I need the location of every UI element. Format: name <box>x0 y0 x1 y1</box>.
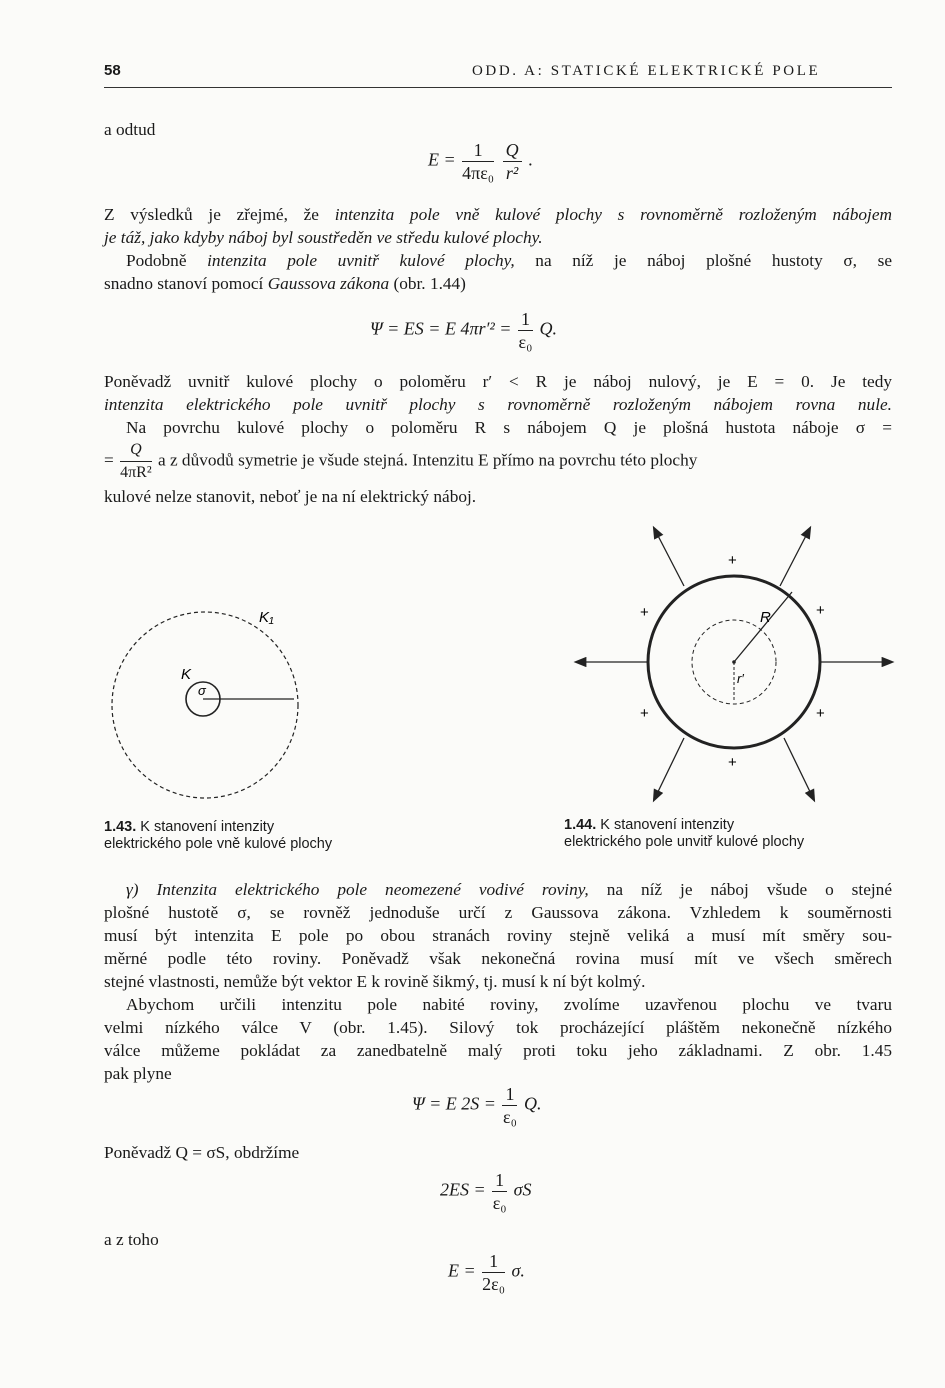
fig143-label-K1: K₁ <box>259 609 274 626</box>
equation-3 <box>412 1084 541 1127</box>
figure-1-43 <box>95 595 315 805</box>
fig144-caption-line-2: elektrického pole unvitř kulové plochy <box>564 834 805 850</box>
eq4-lhs: 2ES = <box>440 1179 486 1200</box>
eq3-tail: Q. <box>523 1093 542 1114</box>
p5-fraction: $\frac{Q}{\text{4πR²}}$ <box>120 441 152 481</box>
fig144-plus-lower-right: + <box>816 705 825 722</box>
fig144-plus-bottom: + <box>728 754 737 771</box>
fig144-plus-top: + <box>728 552 737 569</box>
eq1-fraction-1: $\frac{1}{\text{4πε₀}}$ <box>462 140 495 183</box>
eq3-lhs: Ψ = E 2S = <box>412 1093 496 1114</box>
fig144-arrow-up-left <box>654 528 684 586</box>
fig143-outer-dashed-circle <box>112 612 298 798</box>
equation-1 <box>428 140 533 183</box>
fig144-radius-R <box>734 592 792 662</box>
fig144-plus-lower-left: + <box>640 705 649 722</box>
paragraph-8: Poněvadž Q = σS, obdržíme <box>104 1143 300 1162</box>
eq5-tail: σ. <box>511 1260 525 1281</box>
paragraph-6-line-3: musí být intenzita E pole po obou stranách roviny stejně veliká a musí mít směry sou- <box>104 926 892 945</box>
paragraph-6-line-1: γ) Intenzita elektrického pole neomezené vodivé roviny, na níž je náboj všude o stejné <box>126 880 892 899</box>
equation-5 <box>448 1251 525 1294</box>
page-number: 58 <box>104 62 121 79</box>
fig143-label-sigma: σ <box>198 683 206 698</box>
fig144-center-point <box>732 660 736 664</box>
header-rule <box>104 87 892 88</box>
paragraph-6-line-2: plošné hustotě σ, se rovněž jednoduše určí z Gaussova zákona. Vzhledem k souměrnosti <box>104 903 892 922</box>
equation-2 <box>370 309 557 352</box>
eq2-lhs: Ψ = ES = E 4πr′² = <box>370 318 512 339</box>
paragraph-7-line-1: Abychom určili intenzitu pole nabité roviny, zvolíme uzavřenou plochu ve tvaru <box>126 995 892 1014</box>
paragraph-4-line-1: Poněvadž uvnitř kulové plochy o poloměru r′ < R je náboj nulový, je E = 0. Je tedy <box>104 372 892 391</box>
eq4-tail: σS <box>513 1179 532 1200</box>
fig144-caption-line-1: 1.44. K stanovení intenzity <box>564 817 735 833</box>
eq5-fraction: $\frac{1}{\text{2ε₀}}$ <box>482 1251 505 1294</box>
paragraph-9: a z toho <box>104 1230 159 1249</box>
fig144-label-r: r′ <box>737 671 744 686</box>
fig144-plus-upper-left: + <box>640 604 649 621</box>
running-title: ODD. A: STATICKÉ ELEKTRICKÉ POLE <box>472 63 821 79</box>
paragraph-2-line-2: je táž, jako kdyby náboj byl soustředěn ve středu kulové plochy. <box>104 228 543 247</box>
eq1-lhs: E = <box>428 149 456 170</box>
figure-1-44 <box>570 520 900 810</box>
paragraph-5-line-1: Na povrchu kulové plochy o poloměru R s nábojem Q je plošná hustota náboje σ = <box>126 418 892 437</box>
paragraph-2-line-1: Z výsledků je zřejmé, že intenzita pole vně kulové plochy s rovnoměrně rozloženým nábojem <box>104 205 893 224</box>
paragraph-6-line-5: stejné vlastnosti, nemůže být vektor E k rovině šikmý, tj. musí k ní být kolmý. <box>104 972 646 991</box>
fig144-arrow-down-left <box>654 738 684 800</box>
paragraph-5-line-2: = $\frac{Q}{\text{4πR²}}$ a z důvodů symetrie je všude stejná. Intenzitu E přímo na povrchu této plochy <box>104 441 698 481</box>
eq4-fraction: $\frac{1}{\text{ε₀}}$ <box>492 1170 507 1213</box>
eq2-tail: Q. <box>539 318 557 339</box>
eq1-fraction-2: $\frac{Q}{\text{r²}}$ <box>503 140 522 183</box>
paragraph-7-line-4: pak plyne <box>104 1064 172 1083</box>
fig143-label-K: K <box>181 666 192 683</box>
fig143-caption-line-1: 1.43. K stanovení intenzity <box>104 819 275 835</box>
paragraph-4-line-2: intenzita elektrického pole uvnitř plochy s rovnoměrně rozloženým nábojem rovna nule. <box>104 395 892 414</box>
eq5-lhs: E = <box>448 1260 476 1281</box>
paragraph-5-line-3: kulové nelze stanovit, neboť je na ní elektrický náboj. <box>104 487 477 506</box>
fig144-plus-upper-right: + <box>816 602 825 619</box>
eq2-fraction: $\frac{1}{\text{ε₀}}$ <box>518 309 533 352</box>
eq1-tail: . <box>528 149 533 170</box>
paragraph-6-line-4: měrné podle této roviny. Poněvadž však nekonečná rovina musí mít ve všech směrech <box>104 949 892 968</box>
equation-4 <box>440 1170 532 1213</box>
fig143-caption-line-2: elektrického pole vně kulové plochy <box>104 836 333 852</box>
paragraph-3-line-2: snadno stanoví pomocí Gaussova zákona (obr. 1.44) <box>104 274 466 293</box>
fig144-arrow-down-right <box>784 738 814 800</box>
paragraph-3-line-1: Podobně intenzita pole uvnitř kulové plochy, na níž je náboj plošné hustoty σ, se <box>126 251 892 270</box>
fig144-arrow-up-right <box>780 528 810 586</box>
paragraph-7-line-3: válce můžeme pokládat za zanedbatelně malý proti toku jeho základnami. Z obr. 1.45 <box>104 1041 892 1060</box>
paragraph-7-line-2: velmi nízkého válce V (obr. 1.45). Silový tok procházející pláštěm nekonečně nízkého <box>104 1018 892 1037</box>
text-a-odtud: a odtud <box>104 120 156 139</box>
fig144-label-R: R <box>760 609 771 626</box>
eq3-fraction: $\frac{1}{\text{ε₀}}$ <box>503 1084 517 1127</box>
